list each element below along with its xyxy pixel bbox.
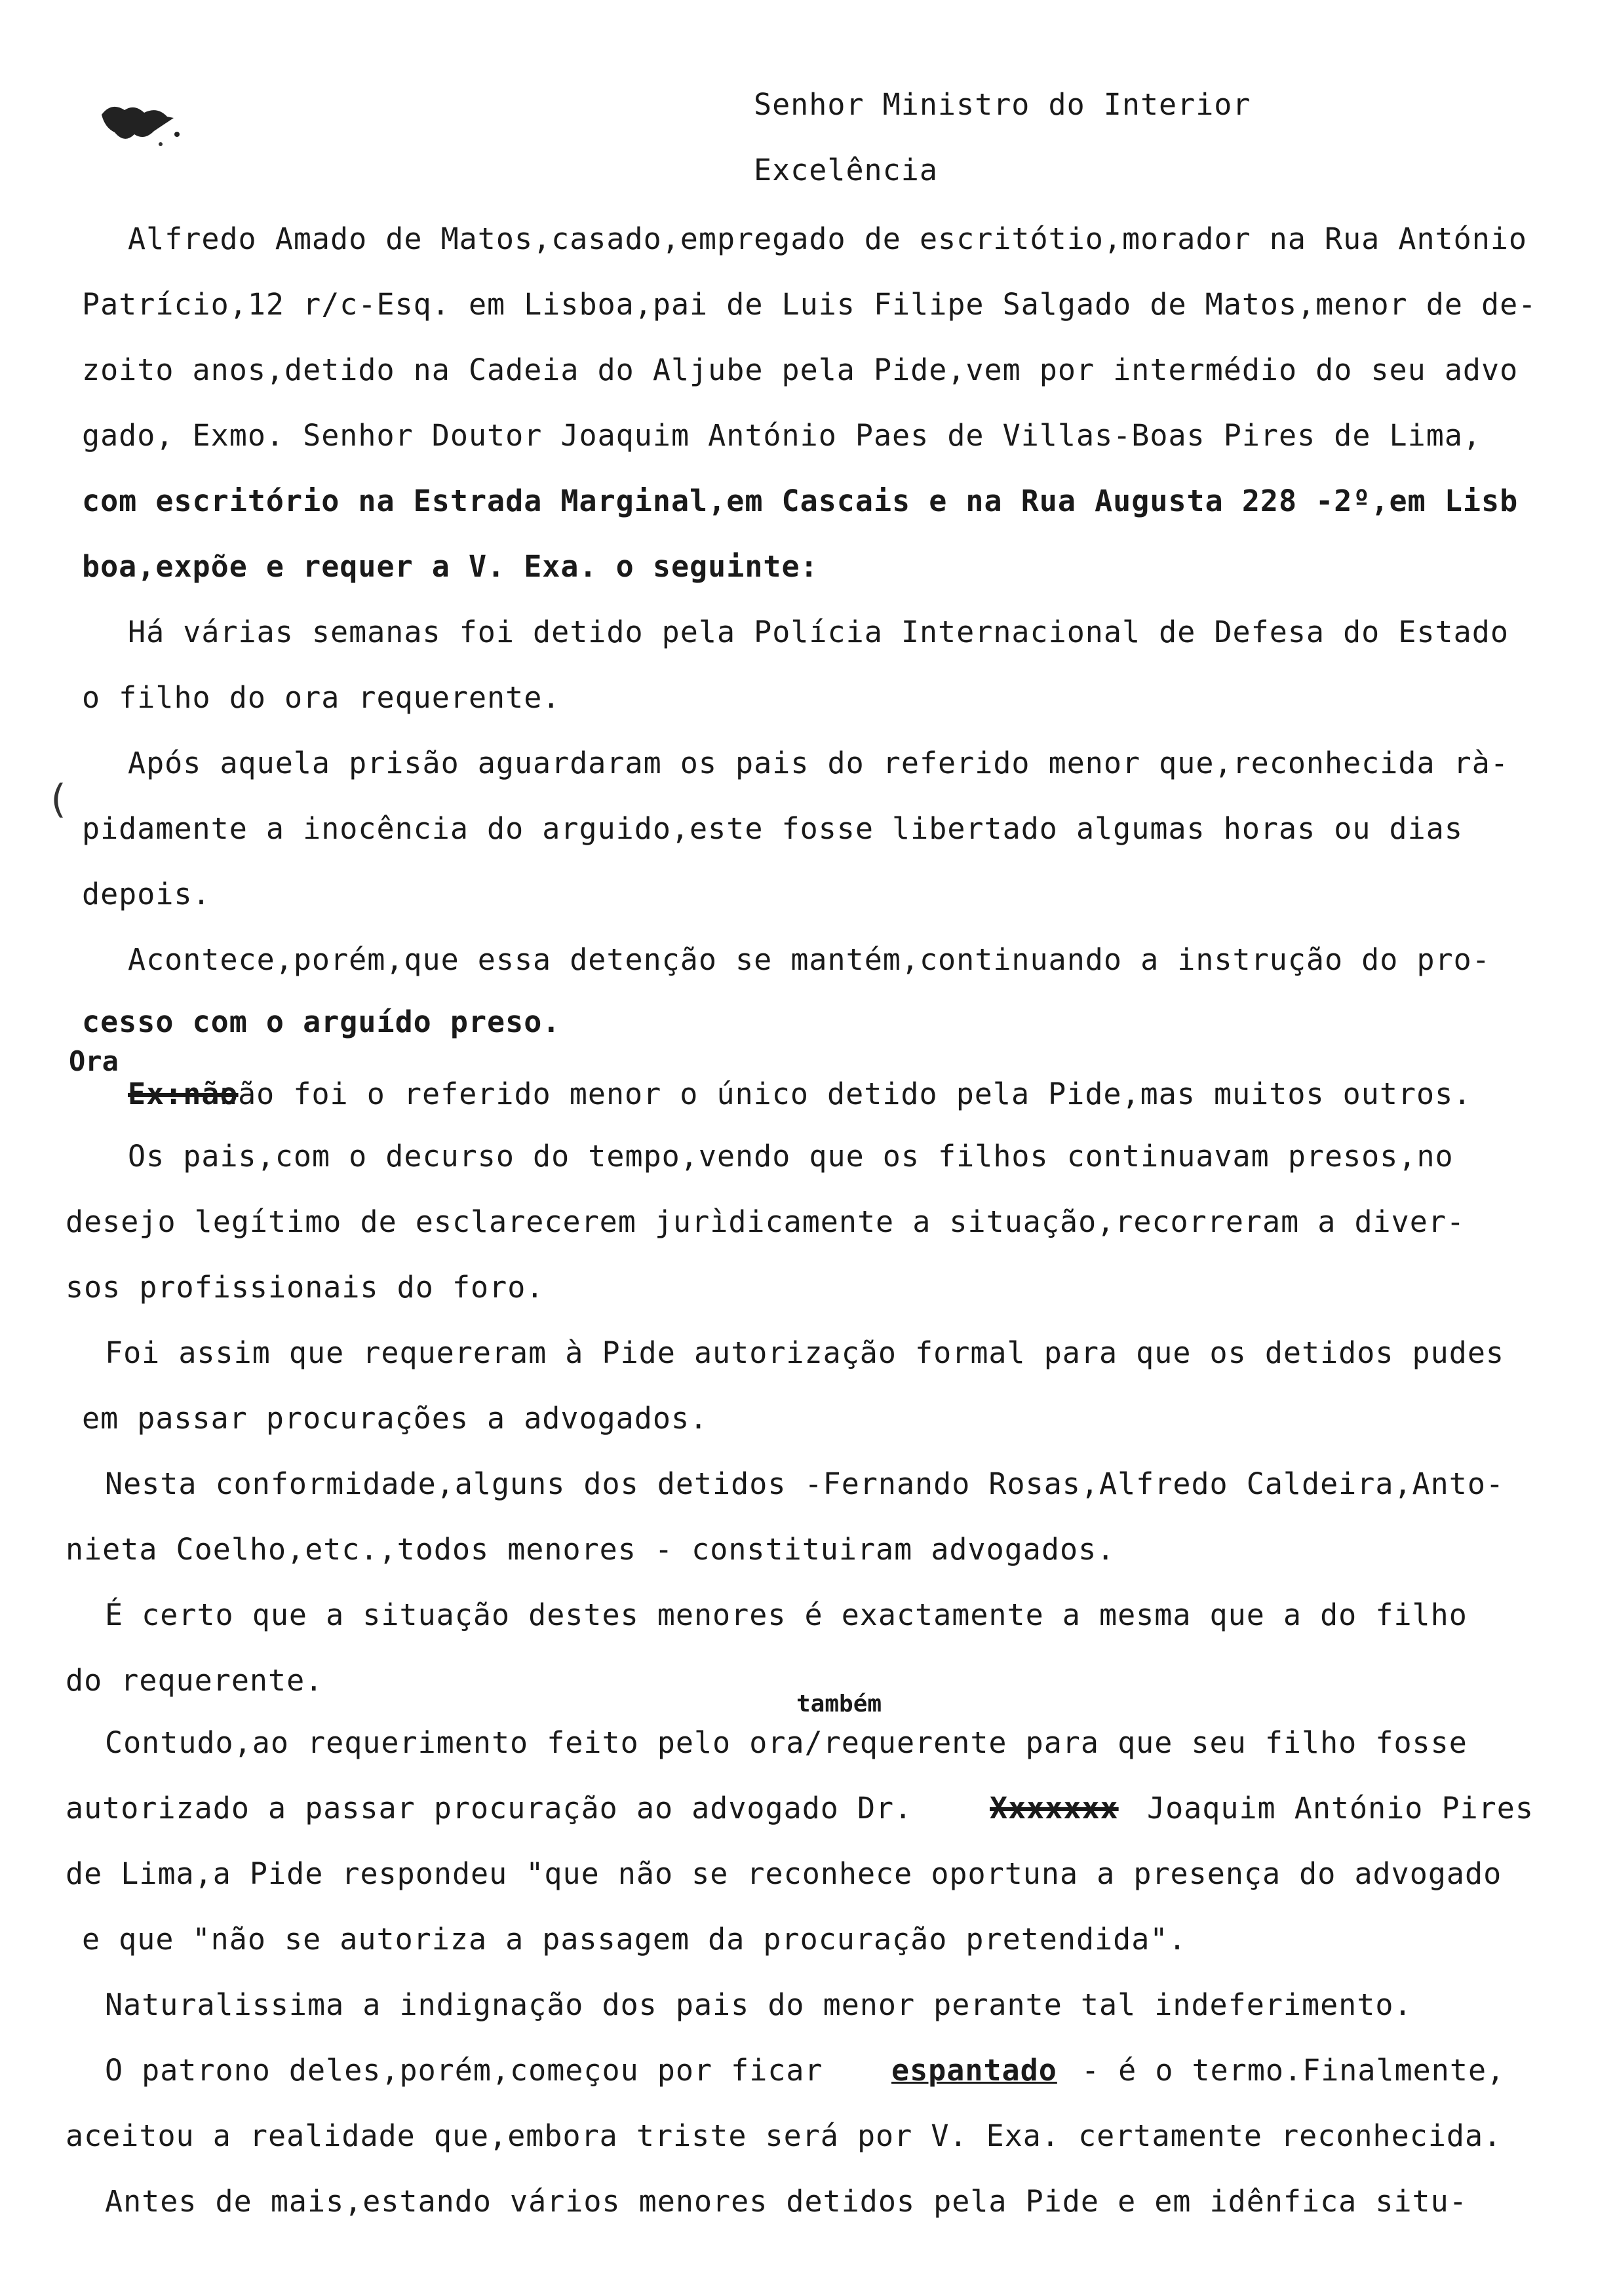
body-line: nieta Coelho,etc.,todos menores - constituiram advogados. [66,1532,1116,1567]
body-line: sos profissionais do foro. [66,1270,545,1305]
body-line: em passar procurações a advogados. [82,1401,709,1436]
body-line: gado, Exmo. Senhor Doutor Joaquim António Paes de Villas-Boas Pires de Lima, [82,418,1482,453]
salutation: Senhor Ministro do Interior [754,87,1251,122]
body-line: Acontece,porém,que essa detenção se mantém,continuando a instrução do pro- [128,942,1490,977]
body-line: boa,expõe e requer a V. Exa. o seguinte: [82,549,819,584]
body-line: É certo que a situação destes menores é exactamente a mesma que a do filho [105,1598,1468,1632]
body-line: Naturalissima a indignação dos pais do menor perante tal indeferimento. [105,1987,1412,2022]
body-line: Patrício,12 r/c-Esq. em Lisboa,pai de Luis Filipe Salgado de Matos,menor de de- [82,287,1537,322]
body-line: aceitou a realidade que,embora triste será por V. Exa. certamente reconhecida. [66,2118,1502,2153]
body-line: - é o termo.Finalmente, [1081,2053,1506,2088]
body-line: Os pais,com o decurso do tempo,vendo que os filhos continuavam presos,no [128,1139,1454,1174]
body-line: e que "não se autoriza a passagem da procuração pretendida". [82,1922,1187,1957]
ink-blot-mark [98,98,184,151]
body-line: autorizado a passar procuração ao advogado Dr. [66,1791,913,1826]
body-line: do requerente. [66,1663,324,1698]
body-line: de Lima,a Pide respondeu "que não se reconhece oportuna a presença do advogado [66,1856,1502,1891]
underlined-word: espantado [891,2053,1057,2088]
body-line: pidamente a inocência do arguido,este fosse libertado algumas horas ou dias [82,811,1463,846]
struck-word: Xxxxxxx [990,1791,1119,1826]
body-line: Há várias semanas foi detido pela Polícia Internacional de Defesa do Estado [128,615,1509,649]
body-line: Joaquim António Pires [1147,1791,1534,1826]
body-line: Alfredo Amado de Matos,casado,empregado de escritótio,morador na Rua António [128,221,1528,256]
body-line: Contudo,ao requerimento feito pelo ora/requerente para que seu filho fosse [105,1725,1468,1760]
body-line: Nesta conformidade,alguns dos detidos -Fernando Rosas,Alfredo Caldeira,Anto- [105,1466,1505,1501]
handwritten-insertion-ora: Ora [69,1045,119,1077]
body-line: o filho do ora requerente. [82,680,561,715]
body-line: Foi assim que requereram à Pide autorização formal para que os detidos pudes [105,1335,1505,1370]
struck-word: Ex:não [128,1077,239,1111]
handwritten-insertion-tambem: também [796,1691,882,1717]
body-line: Antes de mais,estando vários menores detidos pela Pide e em idênfica situ- [105,2184,1468,2219]
body-line: Após aquela prisão aguardaram os pais do referido menor que,reconhecida rà- [128,746,1509,780]
body-line: com escritório na Estrada Marginal,em Cascais e na Rua Augusta 228 -2º,em Lisb [82,484,1519,518]
body-line: não foi o referido menor o único detido pela Pide,mas muitos outros. [220,1077,1472,1111]
honorific: Excelência [754,153,938,187]
body-line: depois. [82,877,211,911]
body-line: cesso com o arguído preso. [82,1004,561,1039]
body-line: O patrono deles,porém,começou por ficar [105,2053,823,2088]
body-line: desejo legítimo de esclarecerem jurìdicamente a situação,recorreram a diver- [66,1204,1466,1239]
margin-bracket-mark: ( [46,776,70,822]
body-line: zoito anos,detido na Cadeia do Aljube pela Pide,vem por intermédio do seu advo [82,353,1519,387]
